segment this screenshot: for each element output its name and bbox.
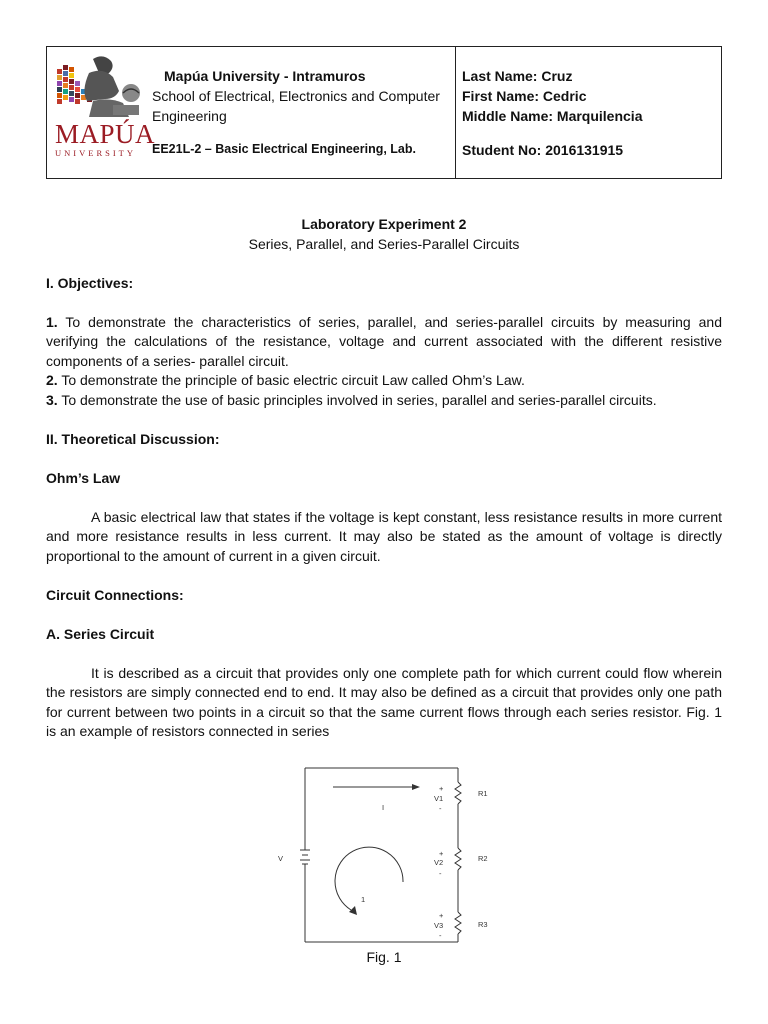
polarity-plus-2: + [439, 849, 444, 858]
series-circuit-paragraph: It is described as a circuit that provides only one complete path for which current could flow wherein the resistors are simply connected end to end. It may also be defined as a circuit that provides only one path for current between two points in a circuit so that the same current flows through each series resistor. Fig. 1 is an example of resistors connected in series [46, 664, 722, 739]
voltage-label-3: V3 [434, 921, 444, 930]
polarity-minus-2: - [439, 869, 442, 878]
document-subtitle: Series, Parallel, and Series-Parallel Circuits [248, 235, 520, 252]
university-logo [53, 53, 156, 163]
circuit-connections-heading: Circuit Connections: [46, 586, 184, 603]
theory-heading: II. Theoretical Discussion: [46, 430, 220, 447]
series-circuit-heading: A. Series Circuit [46, 625, 155, 642]
student-info [462, 66, 642, 126]
document-body [46, 215, 722, 742]
circuit-diagram [275, 760, 495, 950]
middle-name: Middle Name: Marquilencia [462, 108, 643, 124]
logo-wordmark: MAPÚA [55, 119, 156, 149]
source-label: V [278, 854, 284, 863]
header-box [46, 46, 722, 179]
ohms-law-paragraph: A basic electrical law that states if the voltage is kept constant, less resistance results in more current and more resistance results in less current. It may also be stated as the amount of voltage is directly proportional to the amount of current in a given circuit. [46, 508, 722, 564]
resistor-label-1: R1 [478, 789, 488, 798]
last-name: Last Name: Cruz [462, 68, 573, 84]
logo-subtext: UNIVERSITY [55, 148, 136, 158]
resistor-label-2: R2 [478, 854, 488, 863]
polarity-minus-3: - [439, 931, 442, 940]
polarity-plus-3: + [439, 911, 444, 920]
course-title: EE21L-2 – Basic Electrical Engineering, Lab. [152, 142, 416, 156]
objective-text: To demonstrate the principle of basic electric circuit Law called Ohm’s Law. [57, 372, 525, 388]
ohms-law-heading: Ohm’s Law [46, 469, 121, 486]
objective-item [46, 391, 722, 411]
objective-text: To demonstrate the use of basic principles involved in series, parallel and series-parallel circuits. [57, 391, 657, 408]
first-name: First Name: Cedric [462, 88, 587, 104]
polarity-minus-1: - [439, 804, 442, 813]
student-number: Student No: 2016131915 [462, 142, 624, 158]
university-name: Mapúa University - Intramuros [164, 68, 366, 84]
objective-item [46, 371, 722, 391]
header-school-block [152, 66, 452, 126]
objectives-heading: I. Objectives: [46, 274, 134, 291]
voltage-label-2: V2 [434, 858, 444, 867]
resistor-label-3: R3 [478, 920, 488, 929]
document-title: Laboratory Experiment 2 [301, 216, 467, 232]
series-circuit-figure [275, 760, 495, 950]
school-name: School of Electrical, Electronics and Computer Engineering [152, 88, 440, 124]
objective-text: To demonstrate the characteristics of series, parallel, and series-parallel circuits by measuring and verifying the calculations of the resistance, voltage and current associated with the different resistive components of a series- parallel circuit. [46, 313, 722, 369]
objective-number: 3. [46, 391, 58, 408]
loop-label: 1 [361, 895, 366, 904]
objective-item [46, 313, 722, 372]
polarity-plus-1: + [439, 784, 444, 793]
objective-number: 1. [46, 313, 58, 330]
figure-caption: Fig. 1 [366, 949, 402, 965]
objective-number: 2. [46, 372, 58, 388]
voltage-label-1: V1 [434, 794, 444, 803]
header-divider [455, 47, 456, 178]
current-label: I [382, 803, 385, 812]
logo-emblem-icon [53, 53, 145, 123]
